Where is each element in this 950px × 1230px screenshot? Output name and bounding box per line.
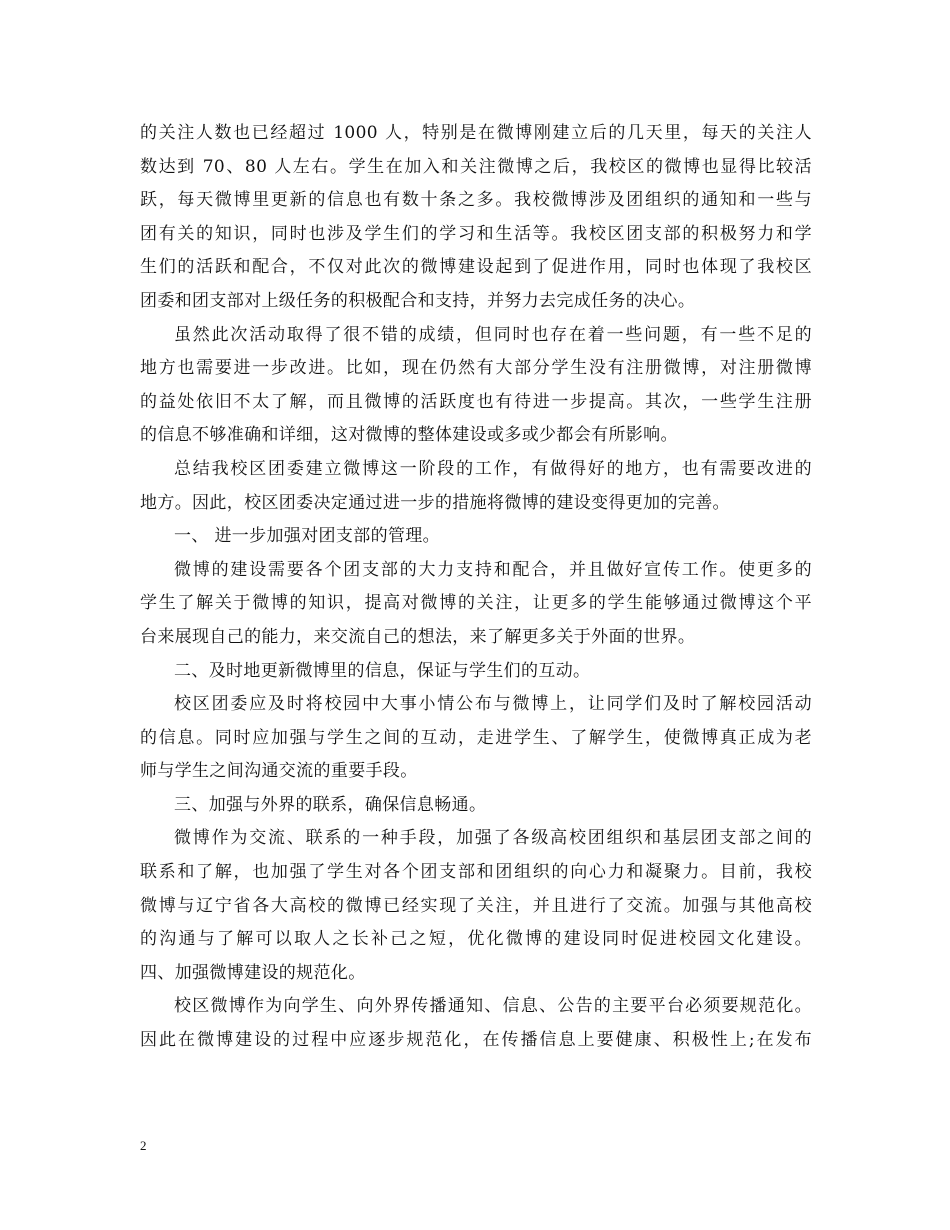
text-line: 虽然此次活动取得了很不错的成绩，但同时也存在着一些问题，有一些不足的	[174, 324, 812, 345]
text-line: 的益处依旧不太了解，而且微博的活跃度也有待进一步提高。其次，一些学生注册	[140, 391, 812, 412]
text-line: 微博与辽宁省各大高校的微博已经实现了关注，并且进行了交流。加强与其他高校	[140, 895, 812, 916]
text-line: 团委和团支部对上级任务的积极配合和支持，并努力去完成任务的决心。	[140, 290, 696, 311]
text-line: 数达到 70、80 人左右。学生在加入和关注微博之后，我校区的微博也显得比较活	[140, 156, 812, 177]
text-line: 校区微博作为向学生、向外界传播通知、信息、公告的主要平台必须要规范化。	[174, 996, 812, 1017]
text-line: 师与学生之间沟通交流的重要手段。	[140, 761, 418, 782]
text-line: 的关注人数也已经超过 1000 人，特别是在微博刚建立后的几天里，每天的关注人	[140, 123, 812, 143]
page-number: 2	[140, 1138, 147, 1153]
text-line: 微博的建设需要各个团支部的大力支持和配合，并且做好宣传工作。使更多的	[174, 559, 812, 580]
text-line: 生们的活跃和配合，不仅对此次的微博建设起到了促进作用，同时也体现了我校区	[140, 257, 812, 278]
text-line: 二、及时地更新微博里的信息，保证与学生们的互动。	[174, 660, 591, 681]
text-line: 地方。因此，校区团委决定通过进一步的措施将微博的建设变得更加的完善。	[140, 492, 730, 513]
text-line: 的信息。同时应加强与学生之间的互动，走进学生、了解学生，使微博真正成为老	[140, 727, 812, 748]
text-line: 跃，每天微博里更新的信息也有数十条之多。我校微博涉及团组织的通知和一些与	[140, 190, 812, 211]
text-line: 联系和了解，也加强了学生对各个团支部和团组织的向心力和凝聚力。目前，我校	[140, 862, 812, 883]
text-line: 的信息不够准确和详细，这对微博的整体建设或多或少都会有所影响。	[140, 425, 678, 446]
text-line: 台来展现自己的能力，来交流自己的想法，来了解更多关于外面的世界。	[140, 626, 696, 647]
text-line: 的沟通与了解可以取人之长补己之短，优化微博的建设同时促进校园文化建设。	[140, 929, 812, 950]
text-line: 团有关的知识，同时也涉及学生们的学习和生活等。我校区团支部的积极努力和学	[140, 223, 812, 244]
text-line: 总结我校区团委建立微博这一阶段的工作，有做得好的地方，也有需要改进的	[174, 458, 812, 479]
text-line: 校区团委应及时将校园中大事小情公布与微博上，让同学们及时了解校园活动	[174, 694, 812, 715]
text-line: 三、加强与外界的联系，确保信息畅通。	[174, 794, 487, 815]
document-body	[140, 117, 812, 1058]
text-line: 微博作为交流、联系的一种手段，加强了各级高校团组织和基层团支部之间的	[174, 828, 812, 849]
text-line: 四、加强微博建设的规范化。	[140, 962, 366, 983]
text-line: 一、 进一步加强对团支部的管理。	[174, 526, 441, 547]
text-line: 因此在微博建设的过程中应逐步规范化，在传播信息上要健康、积极性上;在发布	[140, 1030, 812, 1051]
text-line: 学生了解关于微博的知识，提高对微博的关注，让更多的学生能够通过微博这个平	[140, 593, 812, 614]
text-line: 地方也需要进一步改进。比如，现在仍然有大部分学生没有注册微博，对注册微博	[140, 358, 812, 379]
